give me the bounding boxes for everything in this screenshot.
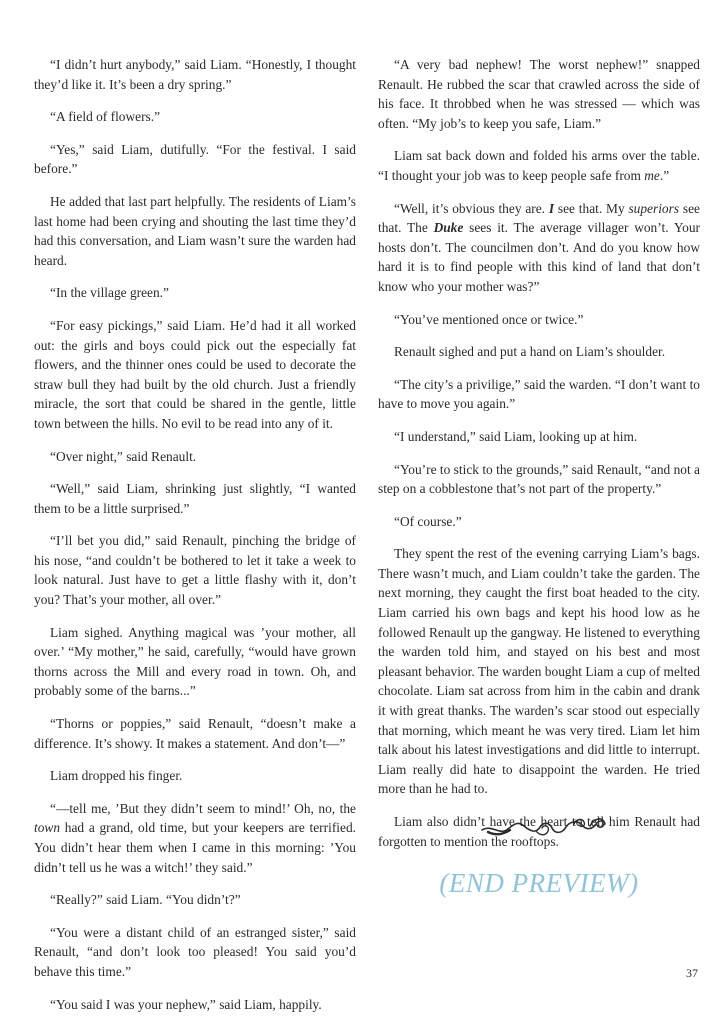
paragraph [378,310,700,330]
paragraph [34,766,356,786]
paragraph [378,146,700,185]
text-run: Liam sighed. Anything magical was ’your mother, all over.’ “My mother,” he said, carefully, “would have grown thorns across the Mill and every road in town. Oh, and probably some of the barns...” [34,624,356,699]
paragraph [34,55,356,94]
paragraph [34,479,356,518]
text-run: “Well,” said Liam, shrinking just slightly, “I wanted them to be a little surprised.” [34,481,356,516]
paragraph [34,192,356,270]
emphasis-text: town [34,820,61,836]
text-run: “You’re to stick to the grounds,” said Renault, “and not a step on a cobblestone that’s not part of the property.” [378,461,700,497]
paragraph [378,55,700,133]
text-run: Liam dropped his finger. [50,768,183,784]
text-run: “Thorns or poppies,” said Renault, “doesn’t make a difference. It’s showy. It makes a statement. And don’t—” [34,716,356,751]
text-run: .” [659,167,670,183]
paragraph [34,531,356,609]
emphasis-text: superiors [628,200,680,216]
paragraph [34,995,356,1015]
paragraph [34,283,356,303]
paragraph [34,714,356,753]
right-text-column [378,55,700,864]
text-run: They spent the rest of the evening carrying Liam’s bags. There wasn’t much, and Liam couldn’t take the garden. The next morning, they caught the first boat headed to the city. Liam carried his own bags and kept his hood low as he followed Renault up the gangway. He listened to everything the warden told him, and stayed on his best and most pleasant behavior. The warden bought Liam a cup of melted chocolate. Liam sat across from him in the cabin and drank it with great thanks. The warden’s scar stood out especially that morning, which meant he was very tired. Liam let him talk about his latest investigations and did little to interrupt. Liam really did hate to disappoint the warden. He tried more than he had to. [378,546,700,797]
flourish-ornament-icon [478,812,608,842]
text-run: “You’ve mentioned once or twice.” [394,311,584,327]
text-run: “You were a distant child of an estranged sister,” said Renault, “and don’t look too pleased! You said you’d behave this time.” [34,924,356,979]
paragraph [34,799,356,877]
left-text-column [34,55,356,1027]
text-run: “—tell me, ’But they didn’t seem to mind!’ Oh, no, the [50,800,356,816]
paragraph [34,140,356,179]
text-run: “I understand,” said Liam, looking up at him. [394,428,638,444]
paragraph [34,890,356,910]
text-run: “For easy pickings,” said Liam. He’d had it all worked out: the girls and boys could pick out the especially fat flowers, and the thinner ones could be used to decorate the straw bull they had built by the old church. Just a friendly miracle, the sort that could be shared in the gentle, little town between the hills. No evil to be read into any of it. [34,317,356,431]
text-run: “A field of flowers.” [50,109,161,125]
text-run: “Over night,” said Renault. [50,448,197,464]
paragraph [378,512,700,532]
emphasis-text: I [548,200,555,216]
page-number: 37 [686,966,698,980]
paragraph [378,544,700,799]
text-run: see that. My [554,200,629,216]
text-run: “A very bad nephew! The worst nephew!” snapped Renault. He rubbed the scar that crawled across the side of his face. It throbbed when he was stressed — which was often. “My job’s to keep you safe, Liam.” [378,57,700,131]
paragraph [378,199,700,297]
paragraph [34,107,356,127]
text-run: “The city’s a privilige,” said the warden. “I don’t want to have to move you again.” [378,376,700,412]
paragraph [378,375,700,414]
text-run: He added that last part helpfully. The residents of Liam’s last home had been crying and shouting the last time they’d had this conversation, and Liam wasn’t sure the warden had heard. [34,193,356,268]
text-run: Liam also didn’t have the heart to tell him Renault had forgotten to mention the rooftops. [378,814,700,849]
text-run: “Of course.” [394,513,462,529]
paragraph [34,447,356,467]
emphasis-text: Duke [433,220,464,236]
paragraph [378,342,700,362]
text-run: had a grand, old time, but your keepers are terrified. You didn’t hear them when I came in this morning: ’You didn’t tell us he was a witch!’ they said.” [34,820,356,875]
text-run: Liam sat back down and folded his arms over the table. “I thought your job was to keep people safe from [378,148,700,183]
text-run: see that. The [378,200,700,236]
text-run: “Yes,” said Liam, dutifully. “For the festival. I said before.” [34,141,356,177]
paragraph [378,460,700,499]
text-run: “You said I was your nephew,” said Liam, happily. [50,996,322,1012]
text-run: Renault sighed and put a hand on Liam’s shoulder. [394,344,666,360]
paragraph [34,923,356,982]
text-run: “Really?” said Liam. “You didn’t?” [50,892,241,908]
text-run: “I’ll bet you did,” said Renault, pinching the bridge of his nose, “and couldn’t be bothered to let it take a week to look natural. Just have to get a little flashy with it, don’t you? That’s your mother, all over.” [34,533,356,608]
text-run: sees it. The average villager won’t. Your hosts don’t. The councilmen don’t. And do you know how hard it is to find people with this kind of land that don’t know who your mother was?” [378,220,700,294]
paragraph [378,427,700,447]
text-run: “I didn’t hurt anybody,” said Liam. “Honestly, I thought they’d like it. It’s been a dry spring.” [34,57,356,92]
end-preview-label: (END PREVIEW) [439,868,639,898]
paragraph [34,623,356,701]
emphasis-text: me [644,167,660,183]
text-run: “Well, it’s obvious they are. [394,200,549,216]
paragraph [34,316,356,434]
text-run: “In the village green.” [50,285,169,301]
